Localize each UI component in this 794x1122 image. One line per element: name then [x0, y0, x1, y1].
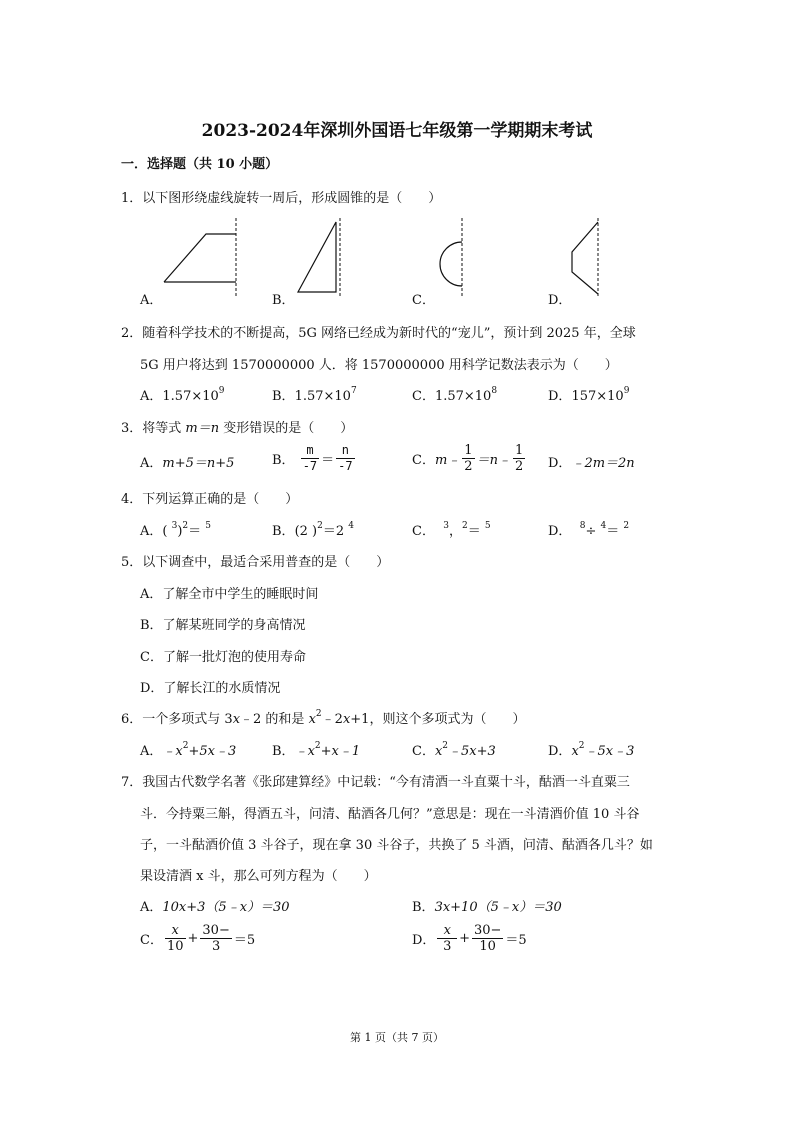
q1-figure-b: [296, 218, 346, 298]
q1-option-a: A．: [140, 293, 163, 308]
q3-stem: 3．将等式 m＝n 变形错误的是（ ）: [121, 421, 354, 436]
q3-option-a: A．m+5＝n+5: [140, 456, 235, 471]
q2-option-d: D．$157\times 10^9$: [548, 386, 630, 404]
page-title: 2023-2024年深圳外国语七年级第一学期期末考试: [201, 121, 593, 141]
q4-option-c: C． $^3$，$^2$＝ $^5$: [412, 521, 491, 539]
q1-stem: 1．以下图形绕虚线旋转一周后，形成圆锥的是（ ）: [121, 191, 442, 206]
q3-option-c: C．m﹣ $\frac{1}{2}$ ＝n﹣ $\frac{1}{2}$: [412, 443, 524, 474]
page-footer: 第 1 页（共 7 页）: [350, 1031, 444, 1044]
section-heading: 一．选择题（共 10 小题）: [121, 157, 279, 172]
q1-option-b: B．: [272, 293, 295, 308]
q4-option-d: D． $^8$÷ $^4$＝ $^2$: [548, 521, 630, 539]
q5-option-b: B．了解某班同学的身高情况: [140, 618, 306, 633]
q7-stem-line2: 斗．今持粟三斛，得酒五斗，问清、酤酒各几何？”意思是：现在一斗清酒价值 10 斗谷: [140, 807, 640, 822]
q2-stem-line1: 2．随着科学技术的不断提高，5G 网络已经成为新时代的“宠儿”，预计到 2025 年，全球: [121, 326, 636, 341]
q6-option-c: C．$x^2﹣5x+3$: [412, 741, 496, 759]
q7-stem-line1: 7．我国古代数学名著《张邱建算经》中记载：“今有清酒一斗直粟十斗，酤酒一斗直粟三: [121, 775, 630, 790]
q1-figure-d: [568, 218, 608, 298]
q6-option-a: A．$﹣x^2+5x﹣3$: [140, 741, 237, 759]
q7-option-d: D． $\frac{x}{3}$ + $\frac{30-}{10}$ ＝5: [412, 923, 527, 954]
q6-option-b: B．$﹣x^2+x﹣1$: [272, 741, 361, 759]
q2-option-b: B．$1.57\times 10^7$: [272, 386, 357, 404]
q5-option-a: A．了解全市中学生的睡眠时间: [140, 587, 319, 602]
q2-stem-line2: 5G 用户将达到 1570000000 人．将 1570000000 用科学记数法表示为（ ）: [140, 358, 618, 373]
q7-stem-line3: 子，一斗酤酒价值 3 斗谷子，现在拿 30 斗谷子，共换了 5 斗酒，问清、酤酒各几斗？如: [140, 838, 653, 853]
q3-option-b: B． $\frac{m}{-7}$ ＝ $\frac{n}{-7}$: [272, 443, 353, 473]
q1-figure-c: [432, 218, 472, 298]
q4-option-a: A．( $^3$)$^2$＝ $^5$: [140, 521, 212, 539]
q4-option-b: B．(2 )$^2$＝2 $^4$: [272, 521, 354, 539]
q5-stem: 5．以下调查中，最适合采用普查的是（ ）: [121, 555, 390, 570]
q1-figure-a: [160, 218, 240, 298]
q1-option-d: D．: [548, 293, 572, 308]
q2-option-c: C．$1.57\times 10^8$: [412, 386, 498, 404]
q7-option-c: C． $\frac{x}{10}$ + $\frac{30-}{3}$ ＝5: [140, 923, 256, 954]
q6-option-d: D．$x^2﹣5x﹣3$: [548, 741, 635, 759]
q3-option-d: D．﹣2m＝2n: [548, 456, 635, 471]
q5-option-c: C．了解一批灯泡的使用寿命: [140, 650, 306, 665]
q2-option-a: A．$1.57\times 10^9$: [140, 386, 225, 404]
q7-stem-line4: 果设清酒 x 斗，那么可列方程为（ ）: [140, 869, 377, 884]
q5-option-d: D．了解长江的水质情况: [140, 681, 281, 696]
q4-stem: 4．下列运算正确的是（ ）: [121, 492, 299, 507]
q1-option-c: C．: [412, 293, 435, 308]
q6-stem: 6．一个多项式与 3x﹣2 的和是 $x^2﹣2x+1$，则这个多项式为（ ）: [121, 709, 526, 727]
q7-option-a: A．10x+3（5﹣x）＝30: [140, 900, 290, 915]
q7-option-b: B．3x+10（5﹣x）＝30: [412, 900, 562, 915]
